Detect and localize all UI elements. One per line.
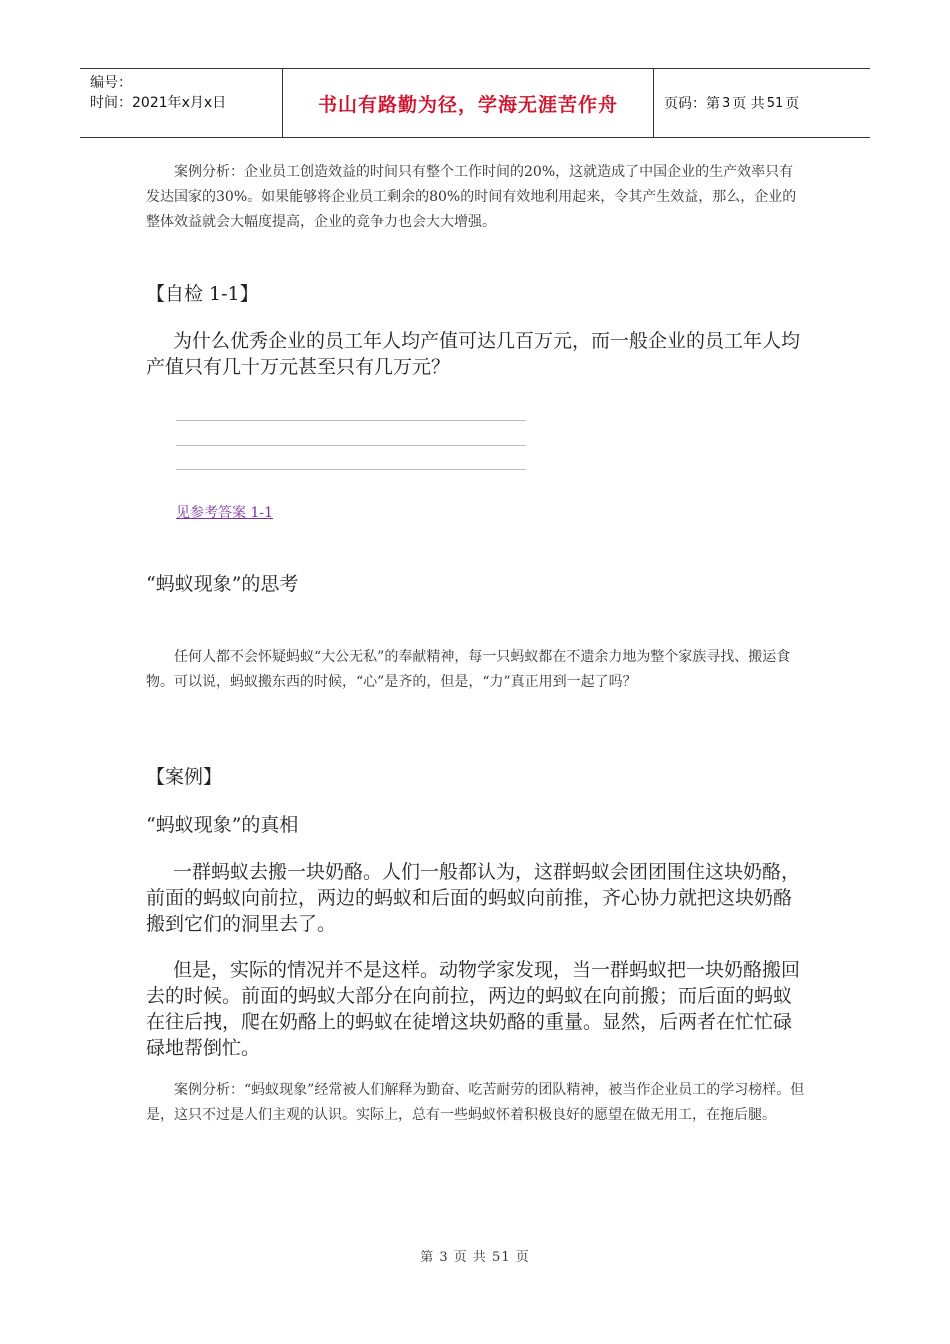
ant-thinking-title: “蚂蚁现象”的思考 — [146, 573, 299, 595]
case-subtitle: “蚂蚁现象”的真相 — [146, 814, 299, 836]
header-motto-cell — [282, 69, 654, 137]
case-paragraph-1: 一群蚂蚁去搬一块奶酪。人们一般都认为，这群蚂蚁会团团围住这块奶酪，前面的蚂蚁向前拉，两边的蚂蚁和后面的蚂蚁向前推，齐心协力就把这块奶酪搬到它们的洞里去了。 — [146, 861, 801, 935]
header-page-info — [654, 69, 870, 137]
ant-thinking-text: 任何人都不会怀疑蚂蚁“大公无私”的奉献精神，每一只蚂蚁都在不遗余力地为整个家族寻找、搬运食物。可以说，蚂蚁搬东西的时候，“心”是齐的，但是，“力”真正用到一起了吗？ — [146, 649, 791, 690]
header-meta — [80, 69, 282, 137]
header-motto: 书山有路勤为径，学海无涯苦作舟 — [317, 93, 618, 116]
case-analysis-1: 案例分析：企业员工创造效益的时间只有整个工作时间的20%，这就造成了中国企业的生产效率只有发达国家的30%。如果能够将企业员工剩余的80%的时间有效地利用起来，令其产生效益，那么，企业的整体效益就会大幅度提高，企业的竞争力也会大大增强。 — [146, 164, 797, 230]
page-prefix: 页码：第 — [664, 96, 720, 112]
doc-number-label: 编号： — [90, 75, 132, 91]
page-middle: 页 共 — [732, 96, 765, 112]
reference-answer-link[interactable]: 见参考答案 1-1 — [176, 505, 273, 521]
doc-time-label: 时间：2021年x月x日 — [90, 95, 227, 111]
page-total: 51 — [766, 95, 784, 111]
self-check-question: 为什么优秀企业的员工年人均产值可达几百万元，而一般企业的员工年人均产值只有几十万元甚至只有几万元？ — [146, 330, 801, 378]
answer-line-2[interactable] — [176, 445, 526, 446]
case-paragraph-2: 但是，实际的情况并不是这样。动物学家发现，当一群蚂蚁把一块奶酪搬回去的时候。前面的蚂蚁大部分在向前拉，两边的蚂蚁在向前搬；而后面的蚂蚁在往后拽，爬在奶酪上的蚂蚁在徒增这块奶酪的重量。显然，后两者在忙忙碌碌地帮倒忙。 — [146, 959, 801, 1059]
case-title: 【案例】 — [146, 766, 223, 788]
answer-line-1[interactable] — [176, 420, 526, 421]
page-suffix: 页 — [785, 96, 800, 112]
self-check-title: 【自检 1-1】 — [146, 283, 259, 305]
header-table — [80, 68, 870, 138]
page-current: 3 — [722, 95, 731, 111]
case-analysis-2: 案例分析：“蚂蚁现象”经常被人们解释为勤奋、吃苦耐劳的团队精神，被当作企业员工的学习榜样。但是，这只不过是人们主观的认识。实际上，总有一些蚂蚁怀着积极良好的愿望在做无用工，在拖后腿。 — [146, 1082, 805, 1123]
page-footer: 第 3 页 共 51 页 — [420, 1250, 530, 1265]
answer-line-3[interactable] — [176, 469, 526, 470]
